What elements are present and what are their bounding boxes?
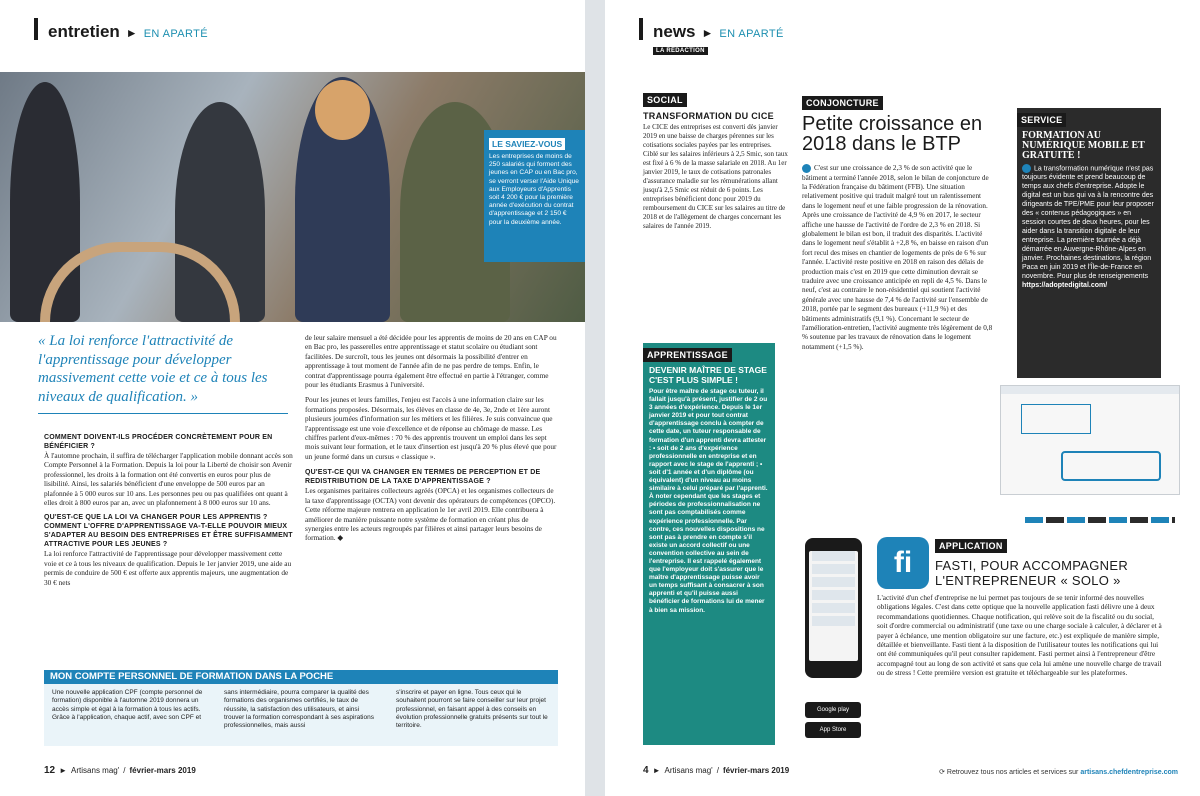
article-column-1 [44,433,294,587]
did-you-know-text: Les entreprises de moins de 250 salariés qui forment des jeunes en CAP ou en Bac pro, se verront verser l'Aide Unique aux Employeurs d'Apprentis soit 4 200 € pour la première année d'exécution du contrat d'apprentissage et 2 150 € pour la deuxième année. [489,153,579,226]
did-you-know-box [484,130,585,262]
issue-date: février-mars 2019 [722,766,790,775]
photo-figure-head [315,80,370,140]
phone-list-row [812,616,855,626]
service-title: FORMATION AU NUMÉRIQUE MOBILE ET GRATUITE ! [1022,130,1145,161]
social-title: TRANSFORMATION DU CICE [643,111,774,121]
social-tag: SOCIAL [643,93,687,107]
phone-mockup [805,538,862,678]
social-text: Le CICE des entreprises est converti dès janvier 2019 en une baisse de charges pérennes sur les cotisations sociales payées par les entreprises. Ciblé sur les salaires inférieurs à 2,5 Smic, son taux est fixé à 6 % de la masse salariale en 2018. Au 1er janvier 2019, le taux de cotisations patronales d'assurance maladie sur les rémunérations allant jusqu'à 2,5 Smic est réduit de 6 points. Les entreprises bénéficient donc pour 2019 du remboursement du CICE sur les salaires au titre de 2018 et de l'allègement de charges concernant les salaires de l'année 2019. [643,123,788,230]
section-title: news [653,22,696,41]
section-header [653,22,784,42]
application-text: L'activité d'un chef d'entreprise ne lui permet pas toujours de se tenir informé des nouvelles obligations légales. C'est dans cette optique que la nouvelle application fasti délivre une à deux recommandations quotidiennes. Chaque notification, qui relève soit de la fiscalité ou du social, soit d'ordre commercial ou administratif (une taxe ou une charge sociale à calculer, à déclarer et à payer à échéance, une mention obligatoire sur une facture, etc.) est expliquée de manière simple, détaillée et bienveillante. Fasti tient à la disposition de l'utilisateur toutes les notifications qui lui ont été communiquées qu'il peut consulter rapidement. Fasti permet ainsi à l'entrepreneur d'être accompagné tout au long de son activité et sans que cela lui amène une nouvelle charge de travail ou de stress ! Cette première version est gratuite et téléchargeable sur les plateformes. [877,593,1162,678]
section-header [48,22,208,42]
did-you-know-title: LE SAVIEZ-VOUS [489,138,565,150]
footer-promo [939,768,1178,776]
conjoncture-title: Petite croissance en 2018 dans le BTP [802,113,983,155]
issue-date: février-mars 2019 [129,766,196,775]
header-mark [639,18,643,40]
decorative-stripes [1025,517,1175,523]
question: QU'EST-CE QUI VA CHANGER EN TERMES DE PERCEPTION ET DE REDISTRIBUTION DE LA TAXE D'APPRENTISSAGE ? [305,469,541,486]
paragraph: À l'automne prochain, il suffira de télécharger l'application mobile donnant accès son Compte Personnel à la Formation. Depuis la loi pour la Liberté de choisir son Avenir professionnel, les droits à la formation ont été convertis en euros pour plus de lisibilité. Ainsi, les salariés bénéficient d'une enveloppe de 500 euros par an plafonnée à 5 000 euros sur 10 ans. Les personnes peu ou pas qualifiées ont quant à elles droit à 800 euros par an, avec un plafonnement à 8 000 euros sur 10 ans. [44,451,293,508]
apprentissage-text: Pour être maître de stage ou tuteur, il fallait jusqu'à présent, justifier de 2 ou 3 années d'expérience. Depuis le 1er janvier 2019 et pour tout contrat d'apprentissage conclu à compter de cette date, un tuteur responsable de formation d'un apprenti devra attester : • soit de 2 ans d'expérience professionnelle en entreprise et en rapport avec le stage de l'apprenti ; • soit d'1 année et d'un diplôme (ou équivalent) d'un niveau au moins similaire à celui préparé par l'apprenti. À noter cependant que les stages et périodes de professionnalisation ne sont pas comptabilisés comme expérience professionnelle. Par contre, ces nouvelles dispositions ne sont pas à prendre en compte s'il existe un accord collectif ou une convention collective au sein de l'entreprise. Il est rappelé également que l'employeur doit s'assurer que le maître d'apprentissage puisse avoir un temps suffisant à consacrer à son apprenti et qu'il puisse aussi bénéficier de formations lui de mener à bien sa mission. [649,388,768,614]
phone-list-row [812,603,855,613]
quote-divider [38,413,288,414]
cpf-column: Une nouvelle application CPF (compte personnel de formation) disponible à l'automne 2019 donnera un accès simple et égal à la formation à tous les actifs. Grâce à l'application, chaque actif, avec son CPF et [52,689,203,721]
pull-quote: « La loi renforce l'attractivité de l'apprentissage pour développer massivement cette voie et ce à tous les niveaux de qualification. » [38,333,268,405]
arrow-icon: ► [125,26,138,40]
redaction-badge: LA RÉDACTION [653,47,708,55]
paragraph: de leur salaire mensuel a été décidée pour les apprentis de moins de 20 ans en CAP ou en Bac pro, les passerelles entre apprentissage et statut scolaire ou étudiant sont facilitées. De surcroît, tous les jeunes ont désormais la possibilité d'entrer en apprentissage à tout moment de l'année afin de ne pas perdre de temps. Enfin, le contrat d'apprentissage pourra également être effectué en partie à l'étranger, comme pour les étudiants Erasmus à l'université. [305,333,557,390]
refresh-icon: ⟳ [939,769,945,776]
conjoncture-tag: CONJONCTURE [802,96,883,110]
header-mark [34,18,38,40]
question: QU'EST-CE QUE LA LOI VA CHANGER POUR LES APPRENTIS ? COMMENT L'OFFRE D'APPRENTISSAGE VA-T-ELLE POUVOIR MIEUX S'ADAPTER AU BESOIN DES ENTREPRISES ET ÊTRE SUFFISAMMENT ATTRACTIVE POUR LES JEUNES ? [44,514,293,549]
paragraph: La loi renforce l'attractivité de l'apprentissage pour développer massivement cette voie et ce à tous les niveaux de qualification. Depuis le 1er janvier 2019, une aide au permis de conduire de 500 € est offerte aux apprentis majeurs, une augmentation de 30 € nets [44,549,292,587]
right-page [605,0,1200,796]
conjoncture-text [802,164,994,352]
application-header [935,536,1165,588]
service-body: La transformation numérique n'est pas toujours évidente et prend beaucoup de temps aux chefs d'entreprise. Adopte le digital est un bus qui va à la rencontre des dirigeants de TPE/PME pour leur proposer des « contenus pédagogiques » en session courtes de deux heures, pour les aider dans la transition digitale de leur entreprise. La première tournée a déjà démarrée en Auvergne-Rhône-Alpes en janvier. Prochaines destinations, la région Paca en juin 2019 et l'Île-de-France en novembre. Pour plus de renseignements [1022,165,1154,281]
article-column-2 [305,333,557,543]
service-box [1017,108,1161,378]
page-number: 4 [643,765,649,776]
service-text [1022,164,1156,281]
cpf-box-title: MON COMPTE PERSONNEL DE FORMATION DANS LA POCHE [50,671,334,682]
social-article [643,90,788,231]
arrow-icon: ► [59,766,68,775]
left-page [0,0,585,796]
phone-list-row [812,577,855,587]
folio-separator: / [123,766,126,775]
phone-list-row [812,551,855,561]
section-title: entretien [48,22,120,41]
cpf-column: sans intermédiaire, pourra comparer la qualité des formations des organismes certifiés, le taux de réussite, la satisfaction des utilisateurs, et ainsi trouver la formation correspondant à ses aspirations professionnelles, mais aussi [224,689,374,730]
screen-banner [1021,404,1091,434]
footer-text: Retrouvez tous nos articles et services sur [946,769,1079,776]
arrow-icon: ► [701,26,714,40]
fasti-logo: fi [877,537,929,589]
application-title: FASTI, POUR ACCOMPAGNER L'ENTREPRENEUR « SOLO » [935,558,1129,588]
conjoncture-article [802,93,994,352]
arrow-icon: ► [652,766,661,775]
footer-link[interactable]: artisans.chefdentreprise.com [1080,769,1178,776]
play-icon [802,164,811,173]
apprentissage-tag: APPRENTISSAGE [643,348,732,362]
page-number: 12 [44,765,56,776]
bus-illustration [1061,451,1161,481]
apprentissage-title: DEVENIR MAÎTRE DE STAGE C'EST PLUS SIMPLE ! [649,365,767,385]
magazine-name: Artisans mag' [664,766,713,775]
folio [643,765,789,776]
apprentissage-box [643,343,775,745]
application-tag: APPLICATION [935,539,1007,553]
folio [44,765,196,776]
paragraph: Les organismes paritaires collecteurs agréés (OPCA) et les organismes collecteurs de la taxe d'apprentissage (OCTA) vont devenir des opérateurs de compétences (OPCO). Cette réforme majeure rentrera en application le 1er avril 2019. Elle contribuera à améliorer de manière puissante notre système de formation en créant plus de synergies entre les acteurs regroupés par filières et ainsi partager leurs besoins de formation. ◆ [305,486,556,543]
google-play-badge[interactable]: Google play [805,702,861,718]
magazine-name: Artisans mag' [71,766,120,775]
service-tag: SERVICE [1017,113,1066,127]
website-screenshot [1000,385,1180,495]
section-subtitle: EN APARTÉ [719,28,784,40]
question: COMMENT DOIVENT-ILS PROCÉDER CONCRÈTEMENT POUR EN BÉNÉFICIER ? [44,434,273,450]
conjoncture-body: C'est sur une croissance de 2,3 % de son activité que le bâtiment a terminé l'année 2018, selon le bilan de conjoncture de la Fédération française du bâtiment (FFB). Une situation relativement positive qui traduit malgré tout un ralentissement dans le logement neuf et une faible progression de la rénovation. Après une croissance de l'activité de 4,9 % en 2017, le secteur affiche une hausse de l'activité de l'ordre de 2,3 % en 2018. Si globalement le bilan est bon, il traduit des disparités. L'activité dans le logement neuf s'établit à +2,8 %, en baisse en raison d'un fort recul des mises en chantier de logements de près de 6 % sur l'année. L'activité reste positive en 2018 en raison des délais de production mais c'est en 2019 que cette diminution devrait se traduire avec une croissance anticipée en repli de 4,5 %. Dans le neuf, c'est au contraire le non-résidentiel qui soutient l'activité générale avec une hausse de 7,4 % de l'activité sur l'ensemble de 2018, portée par le segment des bureaux (+11,9 %) et des bâtiments administratifs (9,1 %). Concernant le secteur de l'amélioration-entretien, l'activité augmente très légèrement de 0,8 % soutenue par les travaux de rénovation dans le logement notamment (+1,5 %). [802,164,993,351]
section-subtitle: EN APARTÉ [143,28,209,40]
paragraph: Pour les jeunes et leurs familles, l'enjeu est l'accès à une information claire sur les formations proposées. Désormais, les élèves en classe de 4e, 3e, 2nde et 1ère auront plusieurs journées d'information sur les métiers et les filières. Je suis convaincue que l'apprentissage est une voie d'excellence et de réponse au chômage de masse. Les chiffres parlent d'eux-mêmes : 70 % des apprentis trouvent un emploi dans les sept mois suivant leur formation, et le taux d'insertion est jusqu'à 20 % plus élevé que pour un jeune formé dans un cursus « classique ». [305,395,557,461]
play-icon [1022,164,1031,173]
cpf-column: s'inscrire et payer en ligne. Tous ceux qui le souhaitent pourront se faire conseiller sur leur projet professionnel, en faisant appel à des conseils en évolution professionnelle gratuits présents sur tout le territoire. [396,689,548,730]
app-store-badge[interactable]: App Store [805,722,861,738]
phone-list-row [812,564,855,574]
browser-bar [1001,386,1179,394]
phone-screen [809,551,858,661]
page-gutter [585,0,605,796]
folio-separator: / [716,766,719,775]
service-link[interactable]: https://adoptedigital.com/ [1022,282,1108,290]
phone-list-row [812,590,855,600]
